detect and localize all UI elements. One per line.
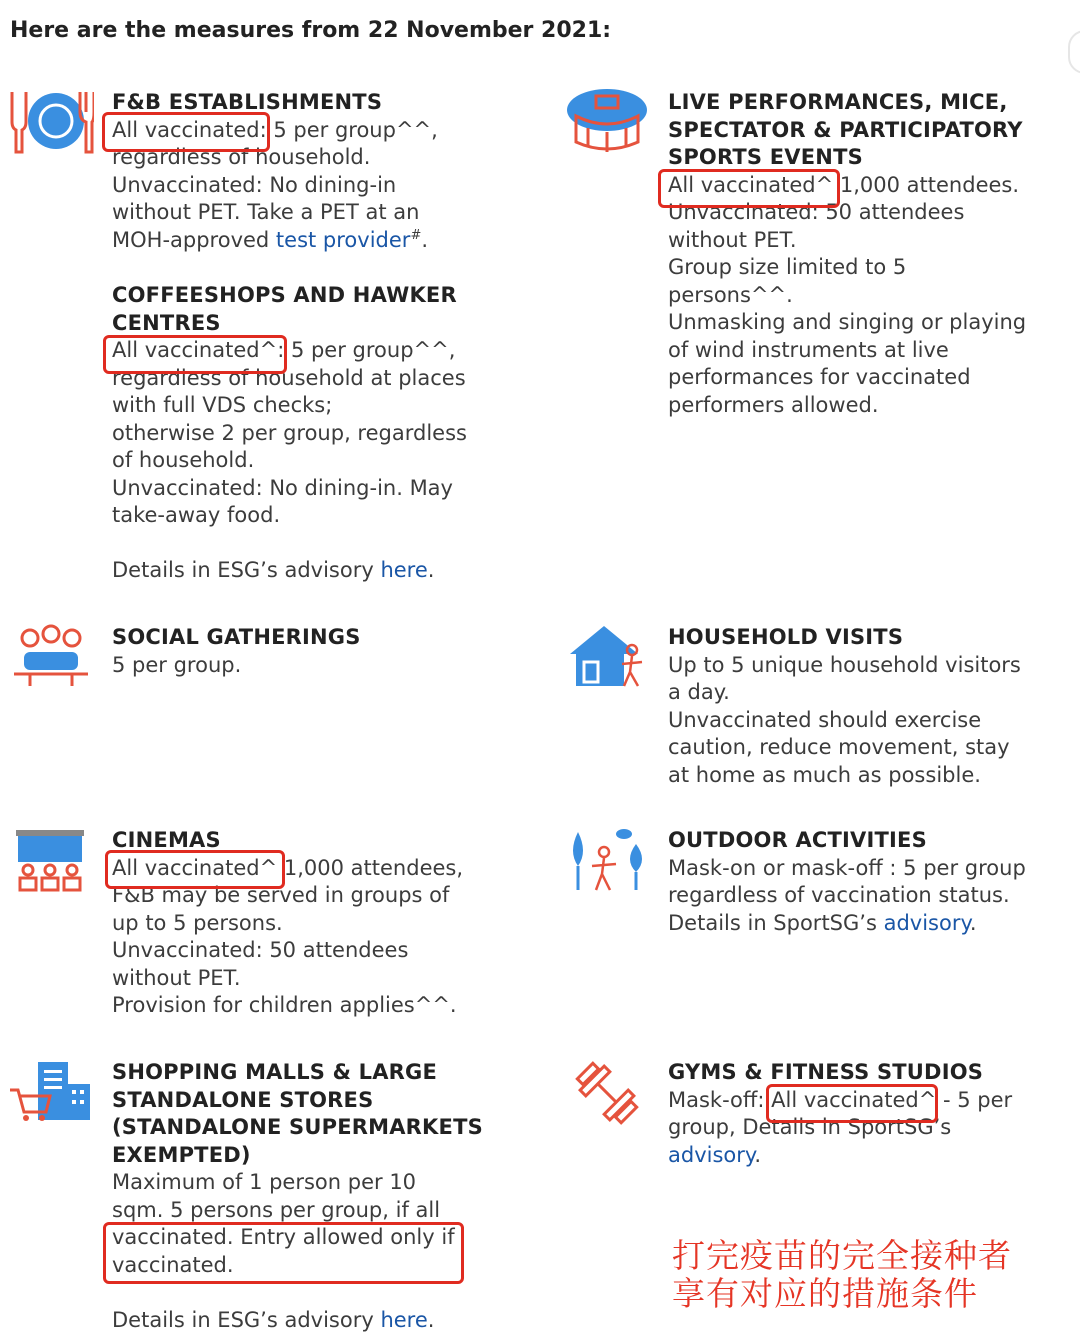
section-coffeeshops: COFFEESHOPS AND HAWKER CENTRES All vaccinated^: 5 per group^^, regardless of household at places with full VDS checks; otherwise 2 per group, regardless of household. Unvaccinated: No dining-in. May take-away food. Details in ESG’s advisory here.: [112, 283, 467, 582]
section-shopping-malls: SHOPPING MALLS & LARGE STANDALONE STORES (STANDALONE SUPERMARKETS EXEMPTED) Maximum of 1 person per 10 sqm. 5 persons per group, if all vaccinated. Entry allowed only if vaccinated. Details in ESG’s advisory here.: [112, 1060, 483, 1332]
sportsg-advisory-link[interactable]: advisory: [668, 1142, 755, 1167]
cinema-icon: [14, 828, 86, 892]
esg-advisory-link[interactable]: here: [380, 1307, 428, 1332]
section-outdoor-activities: OUTDOOR ACTIVITIES Mask-on or mask-off : 5 per group regardless of vaccination status. Details in SportSG’s advisory.: [668, 828, 1026, 935]
section-live-performances: LIVE PERFORMANCES, MICE, SPECTATOR & PARTICIPATORY SPORTS EVENTS All vaccinated^ 1,000 attendees. Unvaccinated: 50 attendees without PET. Group size limited to 5 persons^^. Unmasking and singing or playing of wind instruments at live performances for vaccinated performers allowed.: [668, 90, 1027, 417]
section-cinemas: CINEMAS All vaccinated^ 1,000 attendees, F&B may be served in groups of up to 5 persons. Unvaccinated: 50 attendees without PET. Provision for children applies^^.: [112, 828, 464, 1017]
page-heading: Here are the measures from 22 November 2021:: [10, 18, 612, 43]
chinese-annotation: 打完疫苗的完全接种者 享有对应的措施条件: [672, 1236, 1012, 1313]
section-fb-establishments: F&B ESTABLISHMENTS All vaccinated: 5 per group^^, regardless of household. Unvaccinated: No dining-in without PET. Take a PET at an MOH-approved test provider#.: [112, 90, 438, 252]
section-title: F&B ESTABLISHMENTS: [112, 90, 383, 114]
sportsg-advisory-link[interactable]: advisory: [883, 910, 970, 935]
stadium-icon: [566, 88, 648, 158]
section-social-gatherings: SOCIAL GATHERINGS 5 per group.: [112, 625, 361, 677]
section-gyms: GYMS & FITNESS STUDIOS Mask-off: All vaccinated^ - 5 per group, Details in SportSG’s advisory.: [668, 1060, 1013, 1167]
plate-cutlery-icon: [8, 88, 94, 158]
section-household-visits: HOUSEHOLD VISITS Up to 5 unique household visitors a day. Unvaccinated should exercise caution, reduce movement, stay at home as much as possible.: [668, 625, 1021, 787]
highlight-text: All vaccinated: [112, 117, 260, 142]
outdoor-park-icon: [564, 826, 650, 894]
esg-advisory-link[interactable]: here: [380, 558, 428, 582]
house-visit-icon: [566, 624, 648, 690]
shopping-mall-icon: [8, 1060, 94, 1122]
scroll-indicator[interactable]: [1068, 30, 1080, 74]
dumbbell-icon: [572, 1058, 642, 1128]
group-meeting-icon: [10, 624, 92, 688]
test-provider-link[interactable]: test provider: [275, 227, 411, 252]
